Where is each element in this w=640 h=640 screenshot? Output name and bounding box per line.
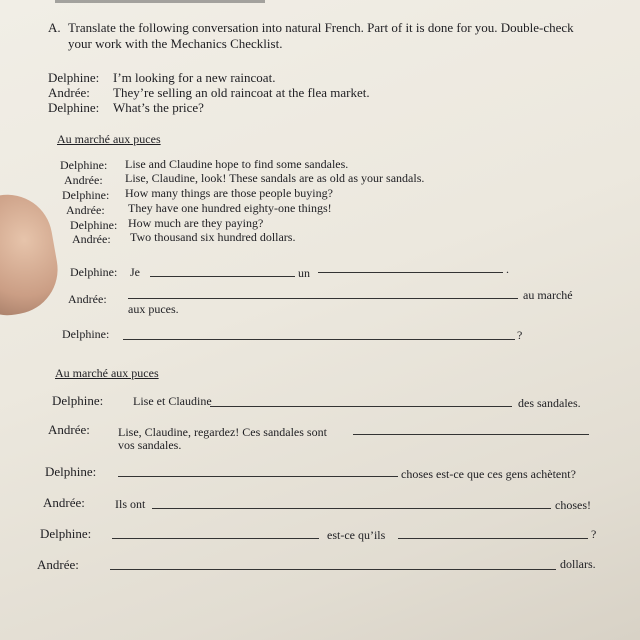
- dialog1-speaker: Delphine:: [48, 70, 100, 85]
- answer-blank[interactable]: [123, 339, 515, 340]
- dialog2-speaker: Delphine:: [62, 188, 110, 202]
- dialog1-line: They’re selling an old raincoat at the flea market.: [113, 85, 370, 100]
- dialog2-speaker: Delphine:: [60, 158, 108, 172]
- answer-blank[interactable]: [150, 276, 295, 277]
- answer-end: .: [506, 262, 509, 276]
- answer-speaker: Andrée:: [43, 495, 85, 510]
- answer-mid: est-ce qu’ils: [327, 528, 386, 542]
- answer-blank[interactable]: [128, 298, 518, 299]
- answer-start: Ils ont: [115, 497, 146, 511]
- dialog2-line: Two thousand six hundred dollars.: [130, 230, 296, 244]
- dialog2-speaker: Delphine:: [70, 218, 118, 232]
- dialog2-speaker: Andrée:: [72, 232, 111, 246]
- answer-speaker: Delphine:: [70, 265, 118, 279]
- answer-end: ?: [591, 527, 597, 541]
- instruction-label: A.: [48, 20, 61, 35]
- answer-speaker: Andrée:: [48, 422, 90, 437]
- answer-blank[interactable]: [118, 476, 398, 477]
- answer-blank[interactable]: [112, 538, 319, 539]
- instruction-line-1: Translate the following conversation into natural French. Part of it is done for you. Double-check: [68, 20, 574, 35]
- answer-blank[interactable]: [398, 538, 588, 539]
- dialog2-line: How much are they paying?: [128, 216, 264, 230]
- answer-speaker: Delphine:: [40, 526, 92, 541]
- answer-continuation: aux puces.: [128, 302, 179, 316]
- answer-speaker: Andrée:: [37, 557, 79, 572]
- section-title: Au marché aux puces: [57, 132, 161, 146]
- answers-section-title: Au marché aux puces: [55, 366, 159, 380]
- answer-end: des sandales.: [518, 396, 581, 410]
- answer-start: Lise et Claudine: [133, 394, 212, 408]
- dialog2-line: They have one hundred eighty-one things!: [128, 201, 332, 215]
- answer-blank[interactable]: [318, 272, 503, 273]
- top-rule: [55, 0, 265, 3]
- answer-blank[interactable]: [210, 406, 512, 407]
- answer-speaker: Delphine:: [52, 393, 104, 408]
- answer-end: au marché: [523, 288, 573, 302]
- answer-word: un: [298, 266, 310, 280]
- dialog1-speaker: Delphine:: [48, 100, 100, 115]
- answer-end: dollars.: [560, 557, 596, 571]
- answer-start: Lise, Claudine, regardez! Ces sandales sont: [118, 425, 327, 439]
- dialog2-speaker: Andrée:: [66, 203, 105, 217]
- answer-blank[interactable]: [353, 434, 589, 435]
- answer-end: choses est-ce que ces gens achètent?: [401, 467, 576, 481]
- dialog2-line: How many things are those people buying?: [125, 186, 333, 200]
- answer-blank[interactable]: [152, 508, 551, 509]
- instruction-line-2: your work with the Mechanics Checklist.: [68, 36, 283, 51]
- dialog2-line: Lise, Claudine, look! These sandals are as old as your sandals.: [125, 171, 425, 185]
- dialog1-speaker: Andrée:: [48, 85, 90, 100]
- dialog2-line: Lise and Claudine hope to find some sandales.: [125, 157, 349, 171]
- dialog1-line: I’m looking for a new raincoat.: [113, 70, 276, 85]
- answer-word: Je: [130, 265, 140, 279]
- answer-speaker: Andrée:: [68, 292, 107, 306]
- answer-continuation: vos sandales.: [118, 438, 182, 452]
- answer-blank[interactable]: [110, 569, 556, 570]
- answer-speaker: Delphine:: [62, 327, 110, 341]
- dialog2-speaker: Andrée:: [64, 173, 103, 187]
- answer-end: ?: [517, 328, 523, 342]
- answer-end: choses!: [555, 498, 591, 512]
- dialog1-line: What’s the price?: [113, 100, 204, 115]
- answer-speaker: Delphine:: [45, 464, 97, 479]
